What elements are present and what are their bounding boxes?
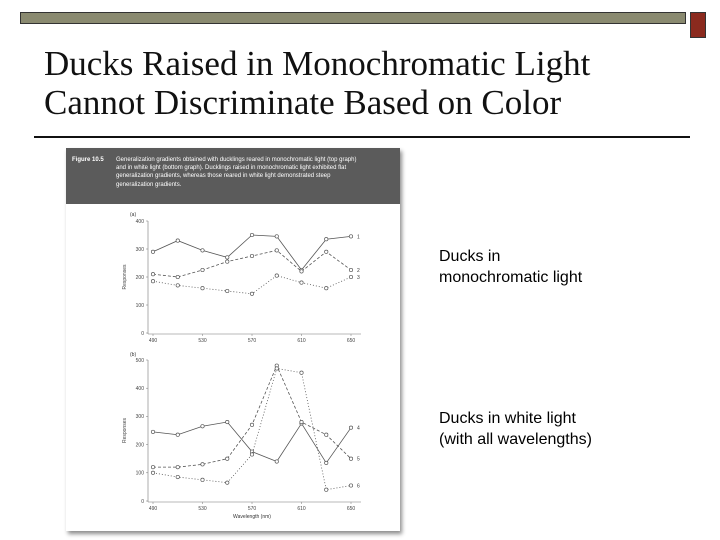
series-label: 6 <box>357 483 360 490</box>
x-tick-label: 650 <box>346 338 356 344</box>
y-tick-label: 0 <box>141 498 144 505</box>
figure-label: Figure 10.5 <box>72 157 104 163</box>
caption-line: and in white light (bottom graph). Ducklings raised in monochromatic light exhibited flat <box>116 165 347 172</box>
series-line <box>153 422 351 463</box>
data-point <box>151 430 154 433</box>
y-tick-label: 500 <box>135 357 144 364</box>
data-point <box>349 426 352 429</box>
data-point <box>201 463 204 466</box>
series-label: 5 <box>357 456 360 463</box>
series-line <box>153 235 351 270</box>
figure-panel <box>66 148 400 531</box>
decorative-top-bar <box>20 12 686 24</box>
panel-label: (b) <box>130 352 137 358</box>
data-point <box>151 250 154 253</box>
data-point <box>151 471 154 474</box>
y-tick-label: 300 <box>135 246 144 253</box>
data-point <box>300 420 303 423</box>
data-point <box>176 475 179 478</box>
data-point <box>176 465 179 468</box>
data-point <box>151 465 154 468</box>
data-point <box>349 457 352 460</box>
data-point <box>176 433 179 436</box>
series-label: 1 <box>357 234 360 241</box>
data-point <box>325 461 328 464</box>
data-point <box>250 292 253 295</box>
y-tick-label: 200 <box>135 274 144 281</box>
data-point <box>226 289 229 292</box>
series-label: 3 <box>357 275 360 281</box>
white-light-label-line-2: (with all wavelengths) <box>439 431 592 448</box>
y-tick-label: 400 <box>135 218 144 225</box>
caption-line: generalization gradients. <box>116 181 182 188</box>
slide-title-line-2: Cannot Discriminate Based on Color <box>44 83 562 122</box>
data-point <box>325 238 328 241</box>
slide-title-line-1: Ducks Raised in Monochromatic Light <box>44 44 591 83</box>
data-point <box>226 420 229 423</box>
data-point <box>349 484 352 487</box>
x-tick-label: 530 <box>198 338 207 344</box>
x-tick-label: 610 <box>297 338 306 344</box>
x-tick-label: 650 <box>346 506 356 512</box>
x-tick-label: 570 <box>247 506 257 512</box>
data-point <box>151 273 154 276</box>
slide-title <box>44 44 704 122</box>
data-point <box>250 254 253 257</box>
data-point <box>250 233 253 236</box>
panel-label: (a) <box>130 212 137 218</box>
generalization-gradient-charts <box>66 148 400 531</box>
monochromatic-label-line-1: Ducks in <box>439 248 501 265</box>
monochromatic-label <box>439 246 582 288</box>
data-point <box>300 270 303 273</box>
data-point <box>226 457 229 460</box>
data-point <box>226 260 229 263</box>
decorative-corner-box <box>690 12 706 38</box>
data-point <box>201 287 204 290</box>
data-point <box>300 281 303 284</box>
white-light-label <box>439 408 592 450</box>
series-line <box>153 276 351 294</box>
x-tick-label: 490 <box>148 338 158 344</box>
data-point <box>275 249 278 252</box>
data-point <box>349 268 352 271</box>
data-point <box>176 284 179 287</box>
data-point <box>349 235 352 238</box>
data-point <box>176 275 179 278</box>
x-tick-label: 530 <box>198 506 207 512</box>
data-point <box>349 275 352 278</box>
y-tick-label: 200 <box>135 442 144 449</box>
y-axis-label: Responses <box>122 264 128 290</box>
data-point <box>201 249 204 252</box>
data-point <box>325 250 328 253</box>
y-tick-label: 100 <box>135 302 144 309</box>
data-point <box>325 488 328 491</box>
data-point <box>300 371 303 374</box>
x-tick-label: 490 <box>148 506 158 512</box>
monochromatic-label-line-2: monochromatic light <box>439 269 583 286</box>
data-point <box>226 256 229 259</box>
data-point <box>226 481 229 484</box>
data-point <box>325 287 328 290</box>
x-axis-label: Wavelength (nm) <box>233 514 271 520</box>
title-divider <box>34 136 690 138</box>
series-label: 4 <box>357 425 360 432</box>
white-light-label-line-1: Ducks in white light <box>439 410 576 427</box>
x-tick-label: 610 <box>297 506 306 512</box>
y-tick-label: 300 <box>135 414 144 421</box>
y-axis-label: Responses <box>122 417 128 444</box>
caption-line: Generalization gradients obtained with ducklings reared in monochromatic light (top graph) <box>116 157 357 163</box>
y-tick-label: 400 <box>135 386 144 392</box>
data-point <box>325 433 328 436</box>
series-label: 2 <box>357 268 360 274</box>
data-point <box>275 460 278 463</box>
data-point <box>176 239 179 242</box>
data-point <box>275 235 278 238</box>
caption-line: generalization gradients, whereas those reared in white light demonstrated steep <box>116 173 331 180</box>
data-point <box>201 425 204 428</box>
data-point <box>250 453 253 456</box>
data-point <box>201 268 204 271</box>
data-point <box>151 280 154 283</box>
data-point <box>275 367 278 370</box>
data-point <box>275 274 278 277</box>
data-point <box>250 423 253 426</box>
x-tick-label: 570 <box>247 338 257 344</box>
y-tick-label: 0 <box>141 330 144 337</box>
data-point <box>201 478 204 481</box>
series-line <box>153 368 351 489</box>
y-tick-label: 100 <box>135 470 144 477</box>
